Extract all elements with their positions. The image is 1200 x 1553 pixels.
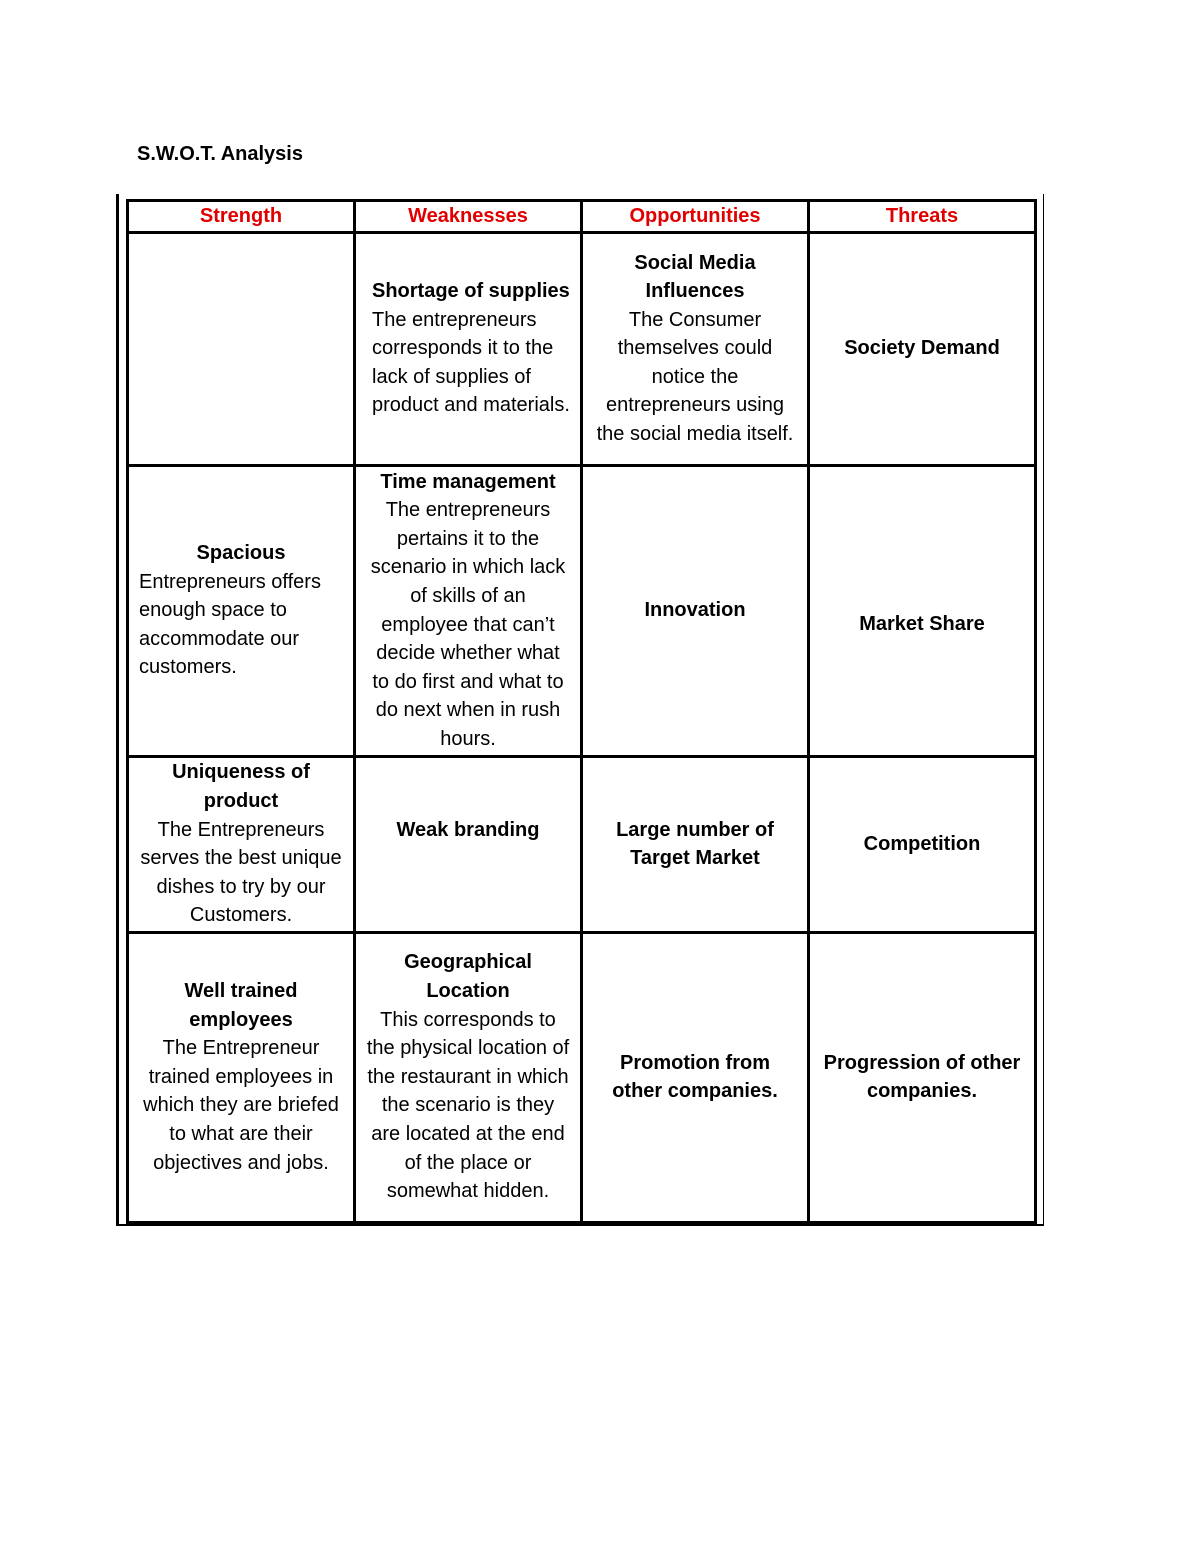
threat-cell <box>809 756 1036 932</box>
cell-title: Weak branding <box>396 818 540 841</box>
cell-title: Uniqueness of product <box>172 761 310 812</box>
cell-title: Progression of other companies. <box>823 1051 1021 1103</box>
threat-cell <box>809 465 1036 756</box>
strength-cell <box>128 756 355 932</box>
cell-title: Social Media Influences <box>634 251 756 303</box>
table-row <box>128 756 1036 932</box>
header-strength: Strength <box>128 201 355 233</box>
header-row <box>128 201 1036 233</box>
header-weaknesses: Weaknesses <box>355 201 582 233</box>
cell-title: Shortage of supplies <box>372 280 570 303</box>
weakness-cell <box>355 465 582 756</box>
opportunity-cell <box>582 465 809 756</box>
cell-title: Time management <box>380 470 556 493</box>
opportunity-cell <box>582 232 809 465</box>
strength-cell <box>128 465 355 756</box>
threat-cell <box>809 232 1036 465</box>
strength-cell <box>128 232 355 465</box>
cell-desc: The Consumer themselves could notice the entrepreneurs using the social media itself. <box>596 308 794 446</box>
cell-desc: The entrepreneurs pertains it to the scenario in which lack of skills of an employee that can’t decide whether what to do first and what to do next when in rush hours. <box>370 499 566 750</box>
weakness-cell <box>355 756 582 932</box>
cell-title: Large number of Target Market <box>616 818 774 870</box>
header-threats: Threats <box>809 201 1036 233</box>
cell-desc: The Entrepreneur trained employees in which they are briefed to what are their objectives and jobs. <box>143 1037 339 1174</box>
strength-cell <box>128 932 355 1222</box>
cell-title: Market Share <box>859 613 985 636</box>
weakness-cell <box>355 232 582 465</box>
cell-title: Promotion from other companies. <box>612 1051 778 1103</box>
table-row <box>128 932 1036 1222</box>
cell-title: Well trained employees <box>184 980 298 1031</box>
opportunity-cell <box>582 756 809 932</box>
cell-title: Competition <box>863 832 981 855</box>
cell-title: Innovation <box>644 599 746 622</box>
table-row <box>128 232 1036 465</box>
cell-desc: The entrepreneurs corresponds it to the lack of supplies of product and materials. <box>372 308 570 417</box>
cell-title: Geographical Location <box>404 951 532 1003</box>
weakness-cell <box>355 932 582 1222</box>
cell-desc: Entrepreneurs offers enough space to accommodate our customers. <box>139 570 321 679</box>
swot-table <box>126 199 1037 1224</box>
cell-desc: The Entrepreneurs serves the best unique dishes to try by our Customers. <box>140 818 342 927</box>
cell-title: Society Demand <box>844 337 1000 360</box>
table-row <box>128 465 1036 756</box>
cell-desc: This corresponds to the physical location of the restaurant in which the scenario is they are located at the end of the place or somewhat hidden. <box>366 1008 570 1203</box>
page-title: S.W.O.T. Analysis <box>137 143 303 165</box>
header-opportunities: Opportunities <box>582 201 809 233</box>
threat-cell <box>809 932 1036 1222</box>
cell-title: Spacious <box>196 542 286 565</box>
opportunity-cell <box>582 932 809 1222</box>
